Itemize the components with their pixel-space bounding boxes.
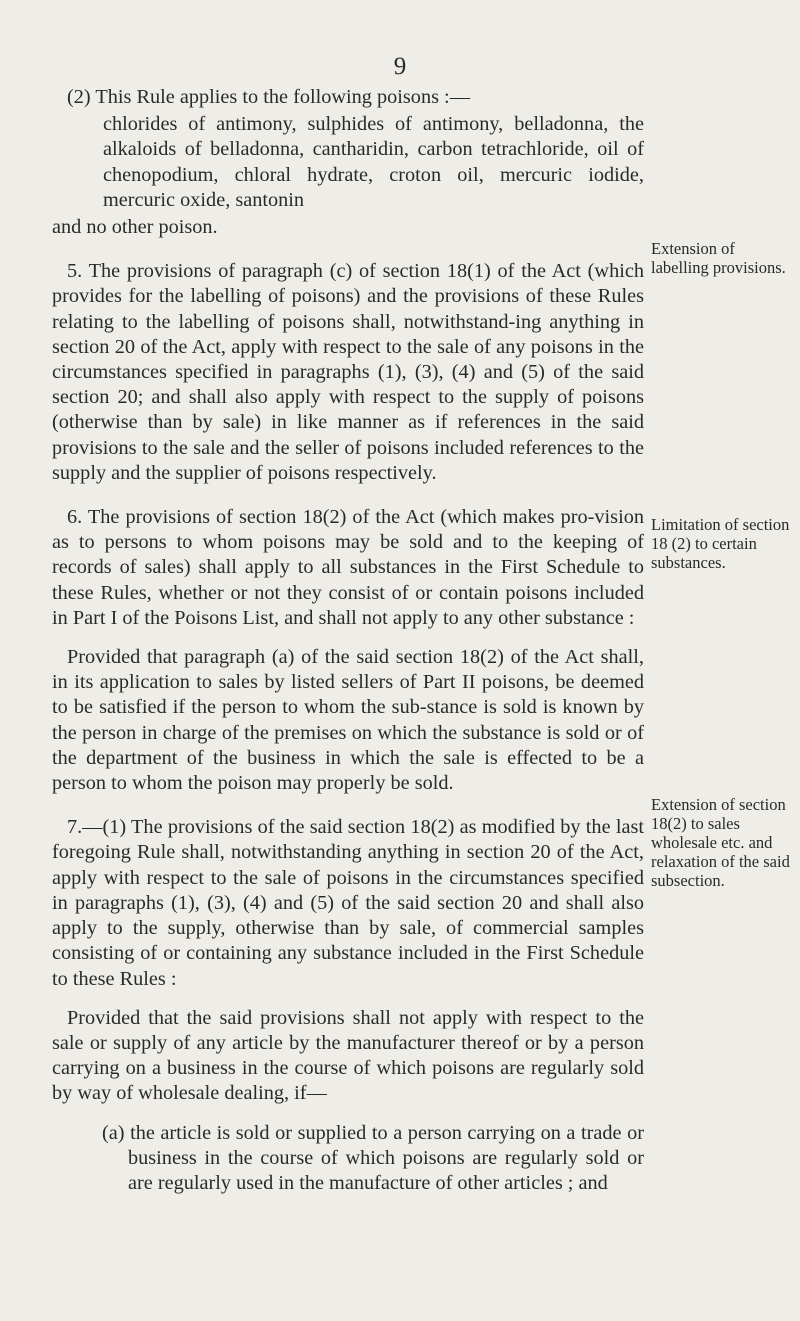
rule-2-closing: and no other poison. bbox=[52, 216, 218, 239]
rule-2-poison-list: chlorides of antimony, sulphides of antimony, belladonna, the alkaloids of belladonna, cantharidin, carbon tetrachloride, oil of chenopodium, chloral hydrate, croton oil, mercuric iodide, mercuric oxide, santonin bbox=[103, 113, 644, 211]
rule-6-paragraph: 6. The provisions of section 18(2) of the Act (which makes pro-vision as to persons to whom poisons may be sold and to the keeping of records of sales) shall apply to all substances in the First Schedule to these Rules, whether or not they consist of or contain poisons included in Part I of the Poisons List, and shall not apply to any other substance : bbox=[52, 506, 644, 629]
margin-note-extension-section-18-2: Extension of section 18(2) to sales wholesale etc. and relaxation of the said subsection. bbox=[651, 795, 790, 890]
rule-5-paragraph: 5. The provisions of paragraph (c) of section 18(1) of the Act (which provides for the labelling of poisons) and the provisions of these Rules relating to the labelling of poisons shall, notwithstand-ing anything in section 20 of the Act, apply with respect to the sale of any poisons in the circumstances specified in paragraphs (1), (3), (4) and (5) of the said section 20; and shall also apply with respect to the supply of poisons (otherwise than by sale) in like manner as if references in the said provisions to the sale and the seller of poisons included references to the supply and the supplier of poisons respectively. bbox=[52, 260, 644, 484]
margin-note-extension-labelling: Extension of labelling provisions. bbox=[651, 239, 786, 277]
main-text-column bbox=[52, 85, 644, 1196]
rule-2-intro: (2) This Rule applies to the following poisons :— bbox=[67, 86, 470, 108]
rule-7-item-a: (a) the article is sold or supplied to a person carrying on a trade or business in the course of which poisons are regularly sold or are regularly used in the manufacture of other articles ; and bbox=[102, 1121, 644, 1194]
rule-6-proviso: Provided that paragraph (a) of the said section 18(2) of the Act shall, in its application to sales by listed sellers of Part II poisons, be deemed to be satisfied if the person to whom the sub-stance is sold is known by the person in charge of the premises on which the substance is sold or of the department of the business in which the sale is effected to be a person to whom the poison may properly be sold. bbox=[52, 646, 644, 795]
rule-7-proviso: Provided that the said provisions shall not apply with respect to the sale or supply of any article by the manufacturer thereof or by a person carrying on a business in the course of which poisons are regularly sold by way of wholesale dealing, if— bbox=[52, 1006, 644, 1105]
rule-7-paragraph: 7.—(1) The provisions of the said section 18(2) as modified by the last foregoing Rule shall, notwithstanding anything in section 20 of the Act, apply with respect to the sale of poisons in the circumstances specified in paragraphs (1), (3), (4) and (5) of the said section 20 and shall also apply to the supply, otherwise than by sale, of commercial samples consisting of or containing any substance included in the First Schedule to these Rules : bbox=[52, 816, 644, 990]
margin-note-limitation-section-18-2: Limitation of section 18 (2) to certain substances. bbox=[651, 515, 790, 572]
page-number: 9 bbox=[393, 53, 407, 80]
